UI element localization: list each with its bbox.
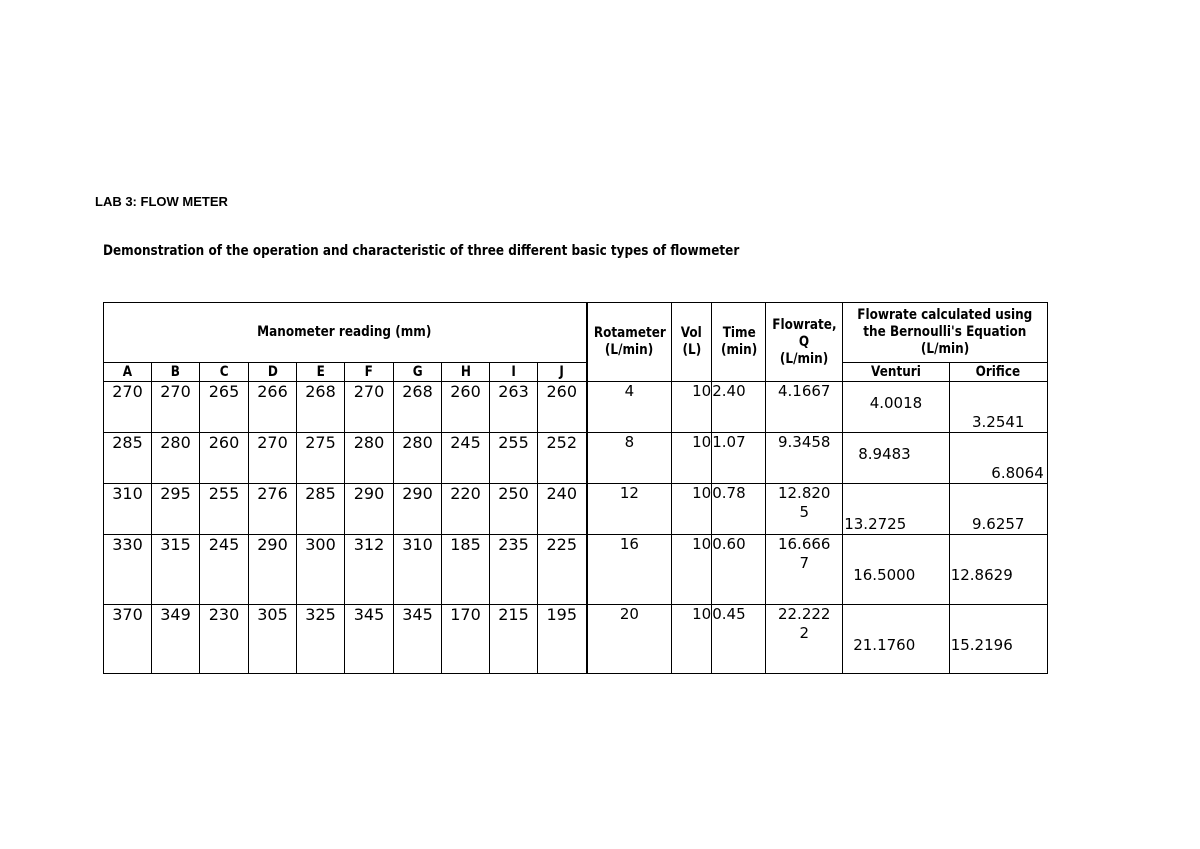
manometer-cell: 310	[104, 484, 152, 535]
header-row-main	[104, 303, 1048, 363]
flowrate-value: 12.8205	[777, 484, 831, 521]
manometer-cell: 295	[152, 484, 200, 535]
document-subtitle: Demonstration of the operation and characteristic of three different basic types of flowmeter	[103, 243, 740, 259]
column-header-h: H	[442, 363, 490, 382]
bernoulli-header: Flowrate calculated using the Bernoulli's Equation (L/min)	[843, 303, 1048, 363]
manometer-cell: 220	[442, 484, 490, 535]
flowrate-cell: 9.3458	[766, 433, 843, 484]
table-row	[104, 605, 1048, 674]
manometer-cell: 215	[490, 605, 538, 674]
venturi-value: 4.0018	[869, 394, 923, 412]
vol-cell: 10	[672, 605, 712, 674]
manometer-cell: 275	[297, 433, 345, 484]
vol-cell: 10	[672, 382, 712, 433]
flowrate-value: 22.2222	[777, 605, 831, 642]
manometer-cell: 225	[538, 535, 587, 605]
orifice-cell: 15.2196	[949, 605, 1047, 674]
manometer-cell: 185	[442, 535, 490, 605]
manometer-cell: 270	[104, 382, 152, 433]
manometer-cell: 255	[490, 433, 538, 484]
manometer-cell: 235	[490, 535, 538, 605]
vol-cell: 10	[672, 433, 712, 484]
orifice-header: Orifice	[949, 363, 1047, 382]
manometer-cell: 290	[345, 484, 394, 535]
manometer-cell: 349	[152, 605, 200, 674]
manometer-cell: 280	[152, 433, 200, 484]
manometer-cell: 266	[249, 382, 297, 433]
manometer-cell: 255	[200, 484, 249, 535]
table-row	[104, 535, 1048, 605]
venturi-cell	[843, 605, 949, 674]
column-header-e: E	[297, 363, 345, 382]
column-header-j: J	[538, 363, 587, 382]
manometer-cell: 230	[200, 605, 249, 674]
vol-cell: 10	[672, 484, 712, 535]
manometer-cell: 280	[345, 433, 394, 484]
orifice-cell: 3.2541	[949, 382, 1047, 433]
rotameter-cell: 4	[587, 382, 672, 433]
flowrate-header: Flowrate, Q (L/min)	[766, 303, 843, 382]
manometer-cell: 245	[442, 433, 490, 484]
venturi-cell	[843, 535, 949, 605]
manometer-cell: 195	[538, 605, 587, 674]
orifice-cell: 12.8629	[949, 535, 1047, 605]
manometer-cell: 268	[297, 382, 345, 433]
manometer-cell: 315	[152, 535, 200, 605]
manometer-cell: 270	[152, 382, 200, 433]
rotameter-header: Rotameter (L/min)	[587, 303, 672, 382]
manometer-cell: 263	[490, 382, 538, 433]
manometer-cell: 270	[249, 433, 297, 484]
table-row	[104, 382, 1048, 433]
column-header-g: G	[394, 363, 442, 382]
rotameter-cell: 20	[587, 605, 672, 674]
manometer-cell: 285	[104, 433, 152, 484]
manometer-cell: 240	[538, 484, 587, 535]
venturi-header: Venturi	[843, 363, 949, 382]
column-header-f: F	[345, 363, 394, 382]
manometer-cell: 285	[297, 484, 345, 535]
manometer-cell: 290	[394, 484, 442, 535]
flowrate-cell	[766, 484, 843, 535]
venturi-cell: 8.9483	[843, 433, 949, 484]
manometer-cell: 268	[394, 382, 442, 433]
manometer-cell: 270	[345, 382, 394, 433]
manometer-cell: 280	[394, 433, 442, 484]
manometer-cell: 260	[538, 382, 587, 433]
rotameter-cell: 12	[587, 484, 672, 535]
vol-header: Vol (L)	[672, 303, 712, 382]
column-header-c: C	[200, 363, 249, 382]
flowrate-value: 16.6667	[777, 535, 831, 572]
manometer-cell: 300	[297, 535, 345, 605]
manometer-cell: 250	[490, 484, 538, 535]
orifice-cell: 9.6257	[949, 484, 1047, 535]
manometer-cell: 276	[249, 484, 297, 535]
venturi-value: 21.1760	[853, 636, 916, 654]
column-header-i: I	[490, 363, 538, 382]
manometer-cell: 370	[104, 605, 152, 674]
manometer-cell: 312	[345, 535, 394, 605]
manometer-cell: 252	[538, 433, 587, 484]
time-cell: 2.40	[712, 382, 766, 433]
time-cell: 0.60	[712, 535, 766, 605]
time-cell: 0.78	[712, 484, 766, 535]
venturi-cell	[843, 382, 949, 433]
rotameter-cell: 8	[587, 433, 672, 484]
venturi-cell: 13.2725	[843, 484, 949, 535]
manometer-cell: 345	[345, 605, 394, 674]
venturi-value: 16.5000	[853, 566, 916, 584]
time-cell: 1.07	[712, 433, 766, 484]
manometer-cell: 290	[249, 535, 297, 605]
manometer-cell: 265	[200, 382, 249, 433]
flow-meter-table	[103, 302, 1048, 674]
manometer-cell: 305	[249, 605, 297, 674]
table-row	[104, 433, 1048, 484]
manometer-reading-header: Manometer reading (mm)	[104, 303, 587, 363]
manometer-cell: 345	[394, 605, 442, 674]
flowrate-cell	[766, 605, 843, 674]
flowrate-cell	[766, 535, 843, 605]
header-row-sub	[104, 363, 1048, 382]
rotameter-cell: 16	[587, 535, 672, 605]
flowrate-cell: 4.1667	[766, 382, 843, 433]
manometer-cell: 310	[394, 535, 442, 605]
time-cell: 0.45	[712, 605, 766, 674]
manometer-cell: 260	[200, 433, 249, 484]
column-header-d: D	[249, 363, 297, 382]
time-header: Time (min)	[712, 303, 766, 382]
column-header-b: B	[152, 363, 200, 382]
vol-cell: 10	[672, 535, 712, 605]
manometer-cell: 260	[442, 382, 490, 433]
manometer-cell: 325	[297, 605, 345, 674]
manometer-cell: 245	[200, 535, 249, 605]
manometer-cell: 170	[442, 605, 490, 674]
column-header-a: A	[104, 363, 152, 382]
table-row	[104, 484, 1048, 535]
manometer-cell: 330	[104, 535, 152, 605]
lab-title: LAB 3: FLOW METER	[95, 194, 228, 209]
orifice-cell: 6.8064	[949, 433, 1047, 484]
